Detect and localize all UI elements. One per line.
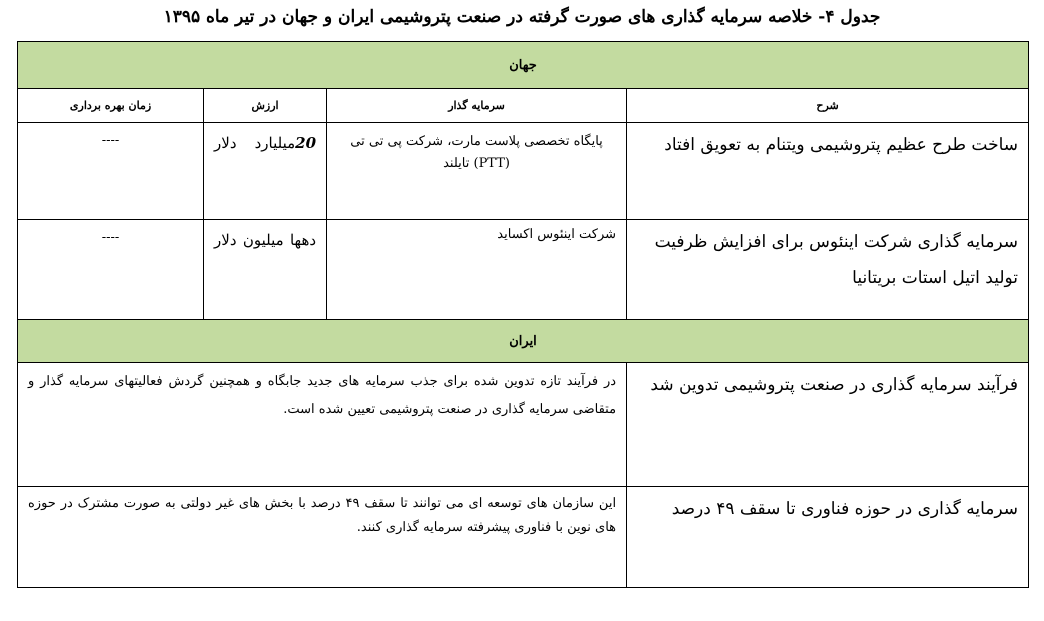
table-caption: جدول ۴- خلاصه سرمایه گذاری های صورت گرفته در صنعت پتروشیمی ایران و جهان در تیر ماه ۱۳۹۵	[163, 7, 881, 27]
column-header-investor: سرمایه گذار	[327, 89, 627, 123]
investment-summary-table	[17, 41, 1029, 588]
value-text: میلیارد دلار	[214, 134, 296, 152]
row-description: ساخت طرح عظیم پتروشیمی ویتنام به تعویق افتاد	[627, 123, 1029, 220]
header-row	[18, 89, 1029, 123]
row-description: فرآیند سرمایه گذاری در صنعت پتروشیمی تدوین شد	[627, 363, 1029, 487]
row-details: در فرآیند تازه تدوین شده برای جذب سرمایه های جدید جابگاه و همچنین گردش فعالیتهای سرمایه گذار و متقاضی سرمایه گذاری در صنعت پتروشیمی تعیین شده است.	[18, 363, 627, 487]
section-title-iran: ایران	[18, 320, 1029, 363]
column-header-value: ارزش	[204, 89, 327, 123]
row-value: دهها میلیون دلار	[204, 220, 327, 320]
row-time: ----	[18, 123, 204, 220]
section-title-world: جهان	[18, 42, 1029, 89]
table-row	[18, 220, 1029, 320]
row-description: سرمایه گذاری در حوزه فناوری تا سقف ۴۹ درصد	[627, 487, 1029, 588]
table-row	[18, 123, 1029, 220]
table-row	[18, 363, 1029, 487]
section-row-iran	[18, 320, 1029, 363]
row-time: ----	[18, 220, 204, 320]
column-header-time: زمان بهره برداری	[18, 89, 204, 123]
row-investor: پایگاه تخصصی پلاست مارت، شرکت پی تی تی (PTT) تایلند	[327, 123, 627, 220]
section-row-world	[18, 42, 1029, 89]
row-investor: شرکت اینئوس اکساید	[327, 220, 627, 320]
row-description: سرمایه گذاری شرکت اینئوس برای افزایش ظرفیت تولید اتیل استات بریتانیا	[627, 220, 1029, 320]
row-value	[204, 123, 327, 220]
column-header-description: شرح	[627, 89, 1029, 123]
value-number: 20	[295, 134, 317, 152]
row-details: این سازمان های توسعه ای می توانند تا سقف ۴۹ درصد با بخش های غیر دولتی به صورت مشترک در حوزه های نوین با فناوری پیشرفته سرمایه گذاری کنند.	[18, 487, 627, 588]
table-row	[18, 487, 1029, 588]
